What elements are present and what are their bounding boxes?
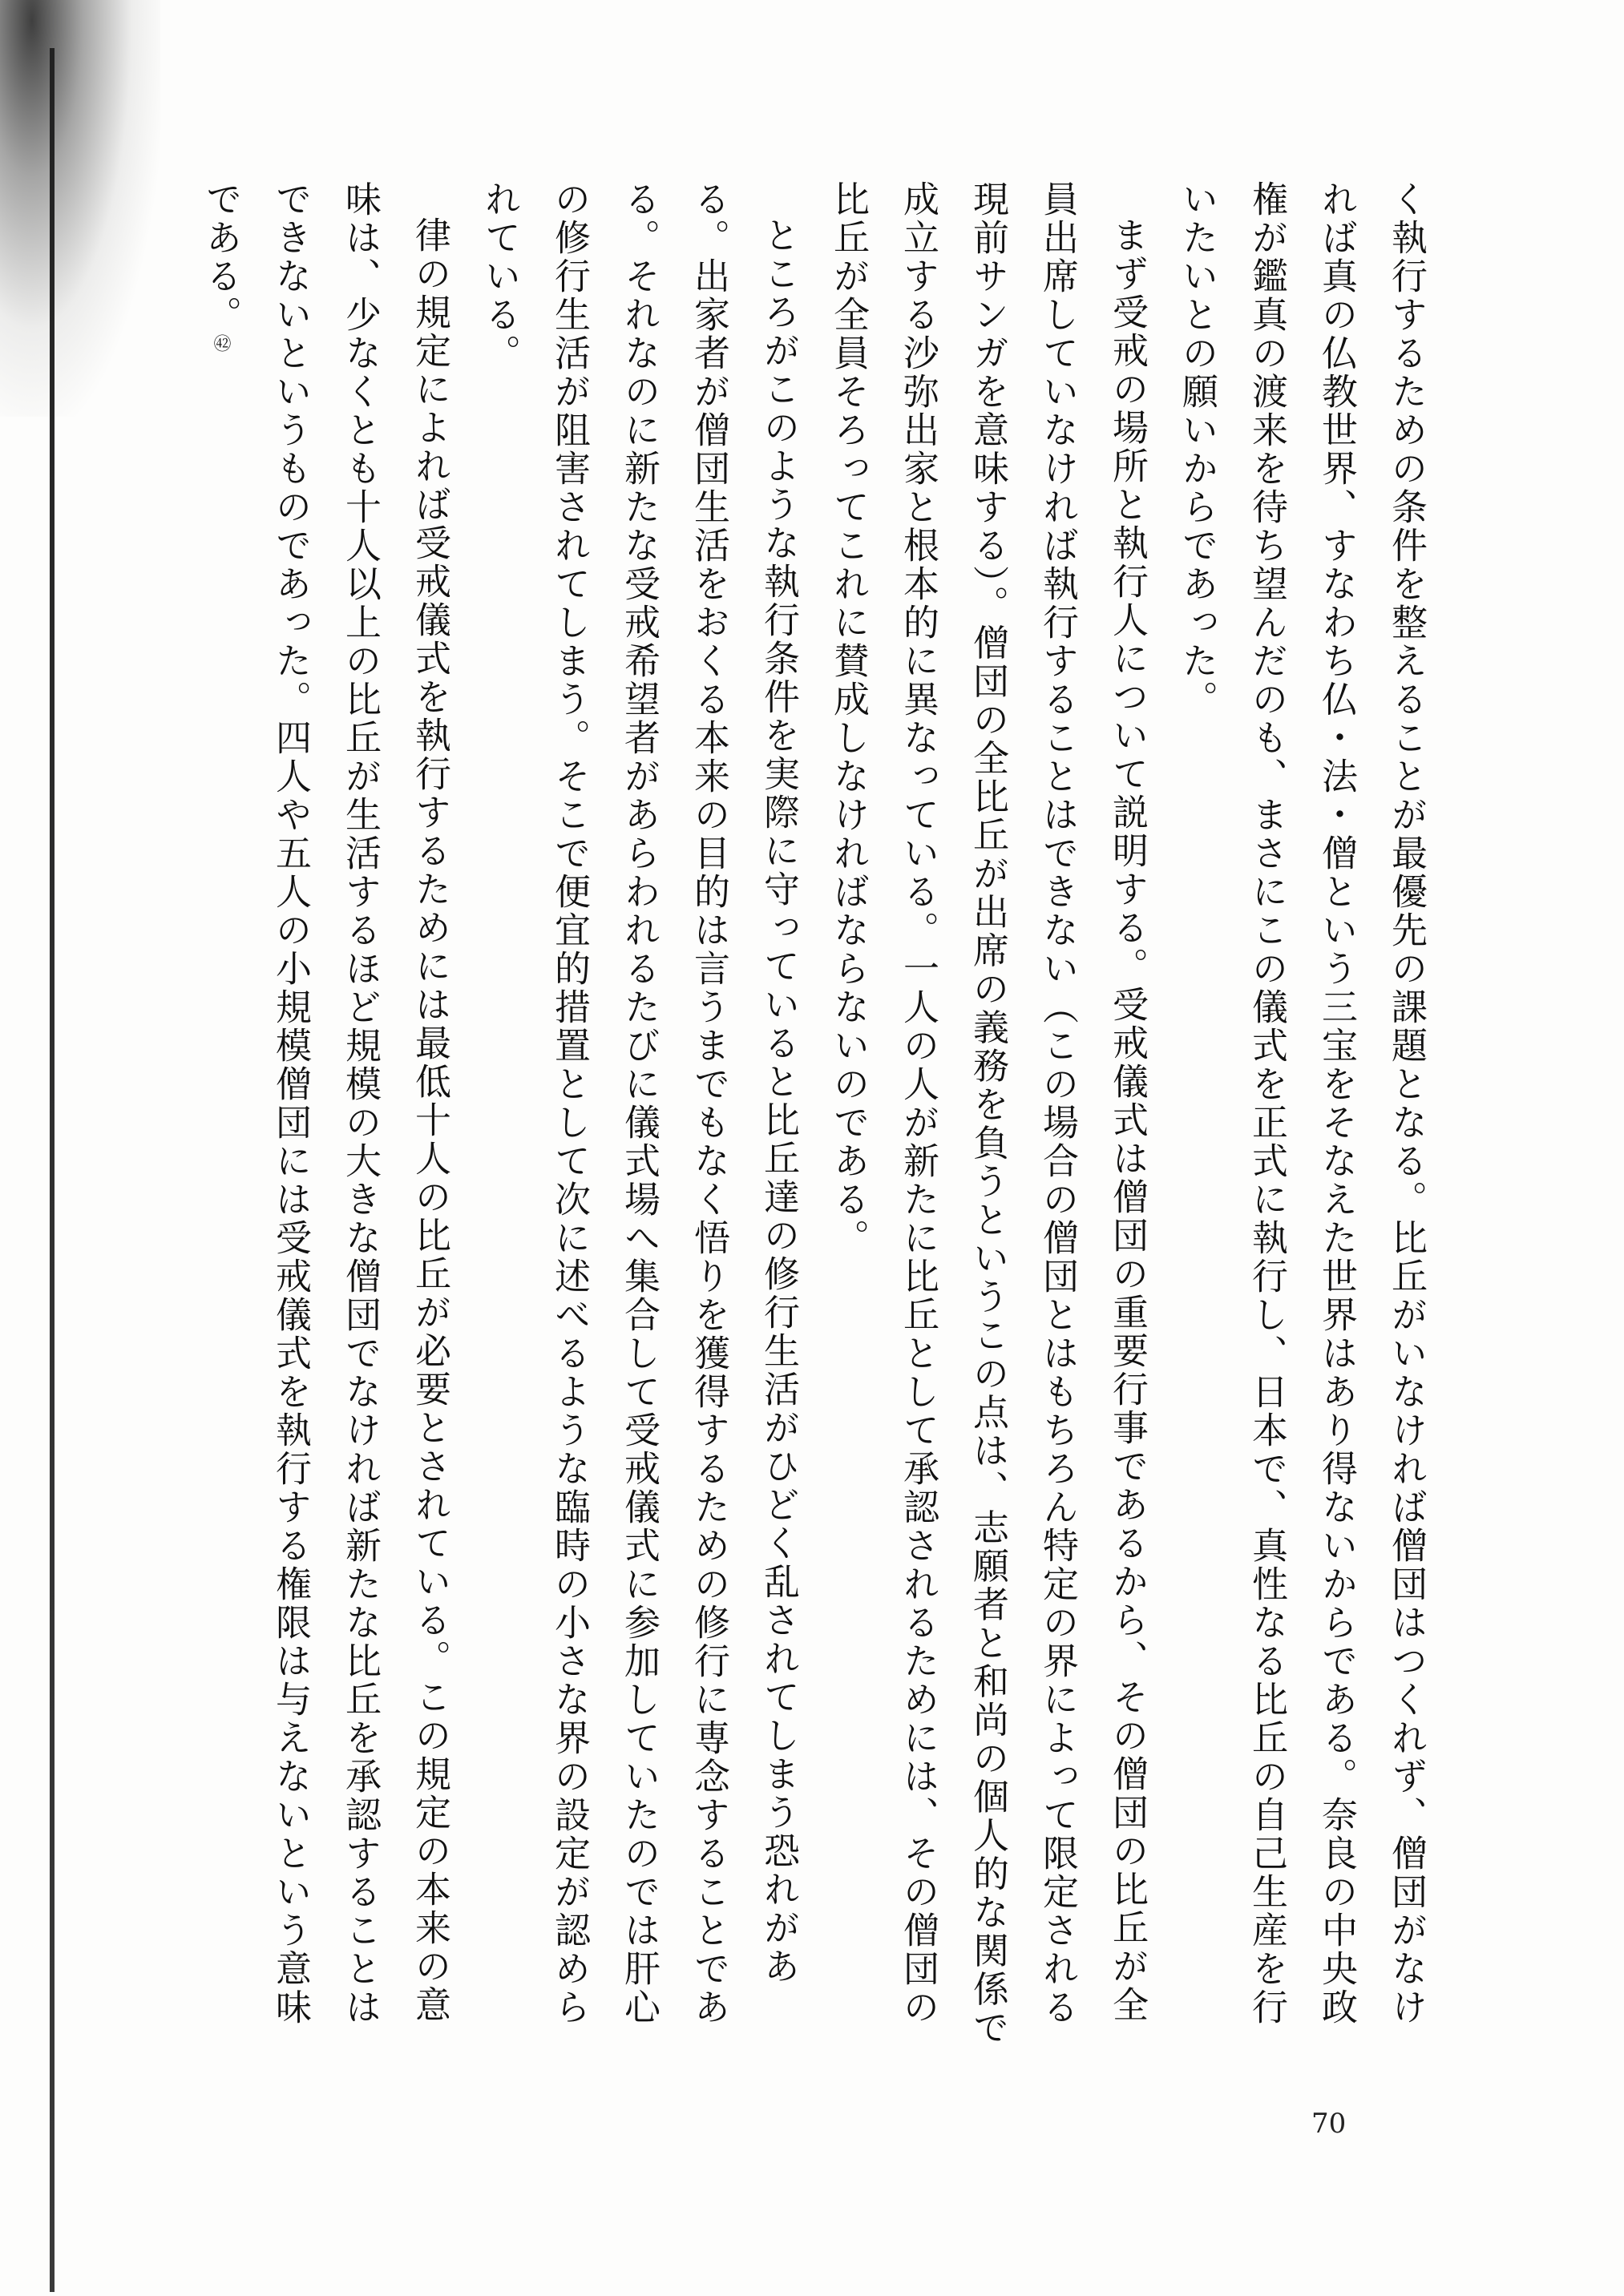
paragraph-3: ところがこのような執行条件を実際に守っていると比丘達の修行生活がひどく乱されてしまう恐れがある。出家者が僧団生活をおくる本来の目的は言うまでもなく悟りを獲得するための修行に専念することである。それなのに新たな受戒希望者があらわれるたびに儀式場へ集合して受戒儀式に参加していたのでは肝心の修行生活が阻害されてしまう。そこで便宜的措置として次に述べるような臨時の小さな界の設定が認められている。: [479, 180, 800, 2027]
paragraph-4-text: 律の規定によれば受戒儀式を執行するためには最低十人の比丘が必要とされている。この規定の本来の意味は、少なくとも十人以上の比丘が生活するほど規模の大きな僧団でなければ新たな比丘を承認することはできないというものであった。四人や五人の小規模僧団には受戒儀式を執行する権限は与えないという意味である。: [200, 180, 451, 2027]
paragraph-2: まず受戒の場所と執行人について説明する。受戒儀式は僧団の重要行事であるから、その僧団の比丘が全員出席していなければ執行することはできない（この場合の僧団とはもちろん特定の界によって限定される現前サンガを意味する）。僧団の全比丘が出席の義務を負うというこの点は、志願者と和尚の個人的な関係で成立する沙弥出家と根本的に異なっている。一人の人が新たに比丘として承認されるためには、その僧団の比丘が全員そろってこれに賛成しなければならないのである。: [827, 180, 1149, 2048]
paragraph-4: [186, 180, 465, 2056]
scan-shadow: [0, 0, 160, 417]
paragraph-1: く執行するための条件を整えることが最優先の課題となる。比丘がいなければ僧団はつくれず、僧団がなければ真の仏教世界、すなわち仏・法・僧という三宝をそなえた世界はあり得ないからである。奈良の中央政権が鑑真の渡来を待ち望んだのも、まさにこの儀式を正式に執行し、日本で、真性なる比丘の自己生産を行いたいとの願いからであった。: [1176, 180, 1428, 2027]
footnote-marker: ㊷: [211, 334, 231, 354]
book-spine-edge: [50, 48, 55, 2292]
vertical-body-text: [175, 180, 1441, 2056]
page-number: 70: [1311, 2108, 1347, 2140]
